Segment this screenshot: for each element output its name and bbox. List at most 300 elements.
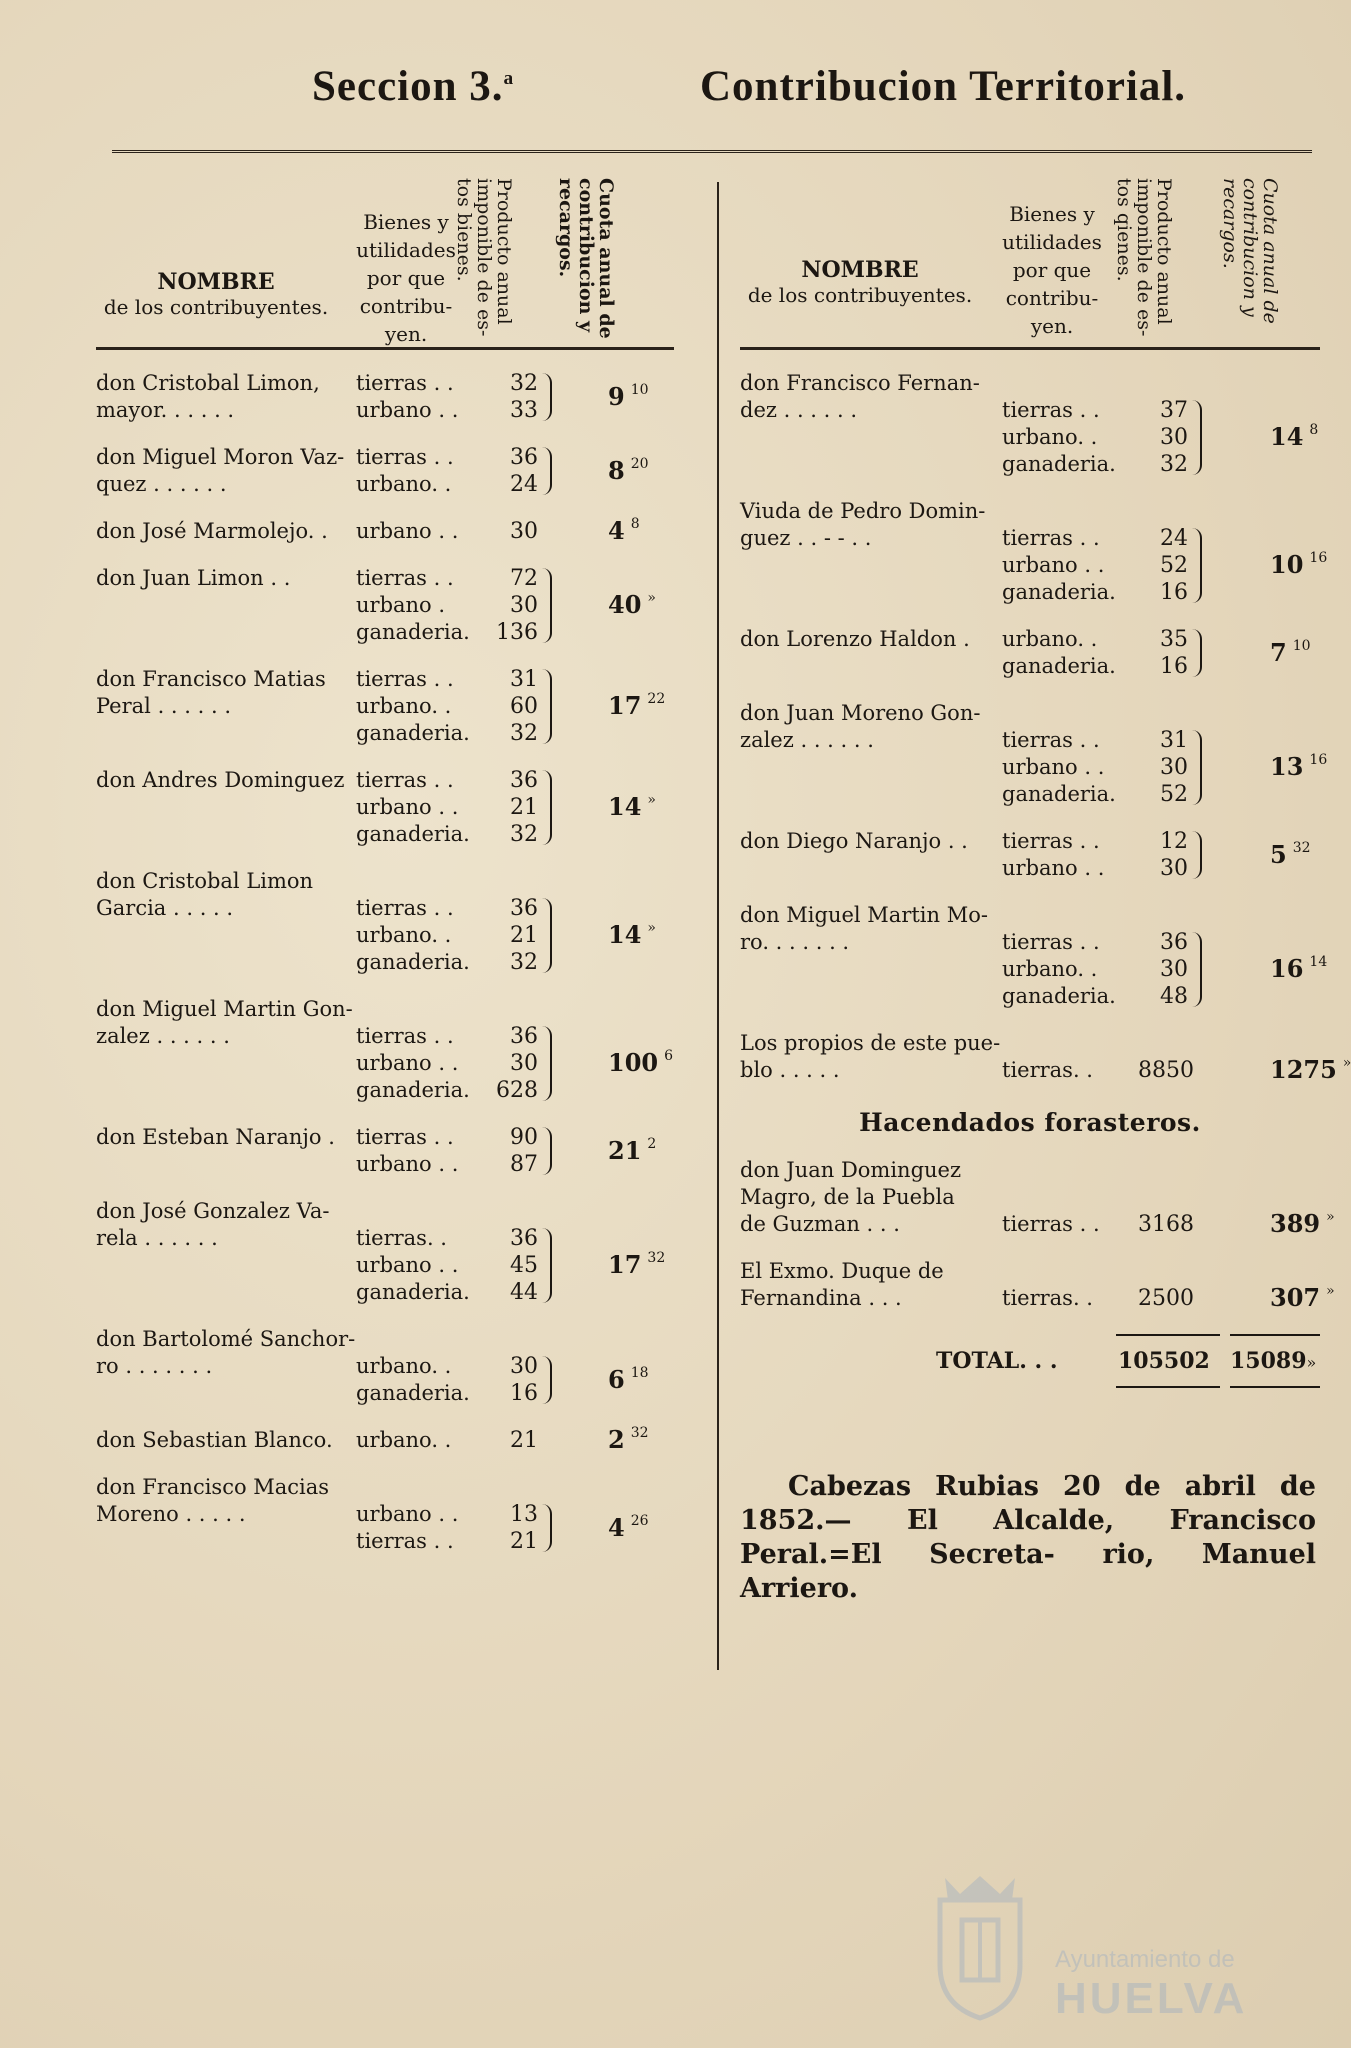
contributor-entry	[96, 518, 674, 545]
producto-value: 87	[510, 1152, 538, 1177]
contributor-name: don Miguel Moron Vaz-	[96, 445, 345, 469]
entry-lines	[740, 700, 1320, 808]
cuota-cents: »	[647, 590, 656, 606]
bien-type: urbano . .	[356, 1502, 459, 1526]
contributor-entry	[740, 370, 1320, 478]
contributor-entry	[740, 1258, 1335, 1312]
entry-lines	[740, 370, 1320, 478]
entry-line	[96, 922, 674, 949]
cuota-cents: 16	[1309, 752, 1328, 768]
brace	[542, 669, 552, 744]
producto-value: 32	[510, 721, 538, 746]
cuota-value	[608, 516, 640, 545]
contributor-entry	[96, 666, 674, 747]
producto-value: 30	[1160, 856, 1188, 881]
producto-value: 12	[1160, 829, 1188, 854]
total-producto: 105502	[1118, 1348, 1210, 1374]
bien-type: urbano . .	[356, 1152, 459, 1176]
entry-lines	[96, 518, 674, 545]
cuota-value	[608, 1425, 649, 1454]
bien-type: urbano . .	[356, 1051, 459, 1075]
bien-type: tierras . .	[356, 667, 454, 691]
cuota-main: 5	[1270, 839, 1287, 869]
entry-line	[96, 1474, 674, 1501]
entry-line	[740, 727, 1320, 754]
entry-line	[740, 1157, 1320, 1184]
producto-value: 30	[510, 1354, 538, 1379]
contributor-name: blo . . . . .	[740, 1058, 840, 1082]
coat-of-arms-icon	[920, 1870, 1040, 2020]
entry-line	[96, 1326, 674, 1353]
column-divider	[717, 182, 719, 1670]
cuota-main: 100	[608, 1048, 659, 1077]
bien-type: tierras . .	[1002, 930, 1100, 954]
entry-line	[740, 579, 1320, 606]
cuota-cents: 16	[1309, 550, 1328, 566]
contributor-name: Garcia . . . . .	[96, 896, 234, 920]
brace	[1192, 831, 1202, 879]
entry-lines	[740, 626, 1320, 680]
cuota-main: 16	[1270, 954, 1304, 983]
bien-type: urbano. .	[356, 923, 452, 947]
cuota-main: 17	[608, 1250, 642, 1279]
cuota-value	[608, 1513, 649, 1542]
bien-type: tierras . .	[356, 371, 454, 395]
cuota-main: 4	[608, 516, 625, 545]
contributor-name: ro. . . . . . .	[740, 930, 850, 954]
entry-line	[740, 1030, 1320, 1057]
contributor-entry	[96, 996, 674, 1104]
bien-type: ganaderia.	[1002, 984, 1116, 1008]
brace	[542, 1228, 552, 1303]
entry-lines	[96, 767, 674, 848]
producto-value: 60	[510, 694, 538, 719]
contributor-name: dez . . . . . .	[740, 398, 858, 422]
brace	[1192, 932, 1202, 1007]
cuota-main: 4	[608, 1512, 625, 1542]
header-producto: Producto anual imponible de es- tos bienes.	[453, 178, 515, 337]
producto-value: 30	[1160, 957, 1188, 982]
cuota-value	[1270, 752, 1327, 781]
brace	[1192, 400, 1202, 475]
cuota-value	[608, 456, 649, 485]
cuota-main: 2	[608, 1425, 625, 1454]
bien-type: urbano . .	[1002, 553, 1105, 577]
contributor-name: zalez . . . . . .	[96, 1024, 230, 1048]
contributor-name: don José Marmolejo. .	[96, 519, 328, 543]
brace	[542, 1356, 552, 1404]
entry-line	[740, 424, 1320, 451]
entry-line	[96, 1225, 674, 1252]
bien-type: tierras . .	[356, 445, 454, 469]
page-title: Contribucion Territorial.	[700, 63, 1187, 110]
contributor-name: don Juan Dominguez	[740, 1158, 962, 1182]
bien-type: tierras . .	[1002, 1212, 1100, 1236]
contributor-entry	[96, 1474, 674, 1555]
bien-type: urbano. .	[1002, 957, 1098, 981]
entry-line	[96, 1023, 674, 1050]
entry-line	[96, 693, 674, 720]
bien-type: urbano . .	[356, 398, 459, 422]
right-entries	[740, 370, 1351, 1084]
entry-line	[96, 949, 674, 976]
cuota-value	[1270, 1209, 1335, 1238]
brace	[1192, 629, 1202, 677]
bien-type: urbano. .	[1002, 425, 1098, 449]
contributor-name: don Francisco Macias	[96, 1475, 330, 1499]
entry-line	[96, 895, 674, 922]
entry-line	[96, 1528, 674, 1555]
entry-line	[740, 781, 1320, 808]
header-name: NOMBRE de los contribuyentes.	[747, 257, 973, 307]
entry-lines	[96, 1427, 674, 1454]
contributor-name: don Miguel Martin Mo-	[740, 903, 988, 927]
bien-type: tierras . .	[356, 1529, 454, 1553]
cuota-value	[608, 382, 649, 411]
cuota-cents: 8	[630, 516, 640, 532]
producto-value: 16	[1160, 580, 1188, 605]
total-rules	[740, 1330, 1320, 1348]
cuota-cents: 10	[1292, 637, 1311, 654]
brace	[542, 1026, 552, 1101]
contributor-entry	[96, 1427, 674, 1454]
entry-lines	[740, 1157, 1320, 1238]
producto-value: 30	[510, 593, 538, 618]
cuota-cents: 26	[630, 1512, 649, 1529]
cuota-value	[1270, 422, 1318, 451]
producto-value: 32	[1160, 452, 1188, 477]
contributor-name: El Exmo. Duque de	[740, 1259, 944, 1283]
producto-value: 30	[510, 1051, 538, 1076]
contributor-name: don Bartolomé Sanchor-	[96, 1327, 356, 1351]
entry-line	[740, 956, 1320, 983]
contributor-entry	[740, 700, 1328, 808]
cuota-value	[1270, 550, 1327, 579]
cuota-cents: 18	[630, 1364, 649, 1381]
producto-value: 37	[1160, 398, 1188, 423]
entry-line	[96, 1124, 674, 1151]
producto-value: 24	[510, 472, 538, 497]
cuota-value	[608, 1250, 665, 1279]
contributor-name: rela . . . . . .	[96, 1226, 218, 1250]
header-producto: Producto anual imponible de es- tos qienes.	[1113, 178, 1175, 337]
header-cuota: Cuota anual de contribucion y recargos.	[1219, 178, 1281, 324]
producto-value: 35	[1160, 627, 1188, 652]
cuota-value	[608, 1365, 649, 1394]
cuota-main: 307	[1270, 1283, 1321, 1312]
header-bienes: Bienes y utilidades por que contribu- yen.	[1002, 202, 1102, 338]
contributor-name: don José Gonzalez Va-	[96, 1199, 330, 1223]
entry-lines	[740, 498, 1320, 606]
contributor-name: Moreno . . . . .	[96, 1502, 246, 1526]
top-rule	[112, 150, 1312, 153]
brace	[542, 1127, 552, 1175]
entry-line	[740, 1057, 1320, 1084]
contributor-entry	[740, 1030, 1351, 1084]
producto-value: 36	[510, 1226, 538, 1251]
forasteros-heading: Hacendados forasteros.	[859, 1108, 1201, 1137]
entry-line	[96, 996, 674, 1023]
total-rules-bottom	[740, 1382, 1320, 1400]
entry-lines	[740, 1258, 1320, 1312]
bien-type: ganaderia.	[1002, 782, 1116, 806]
contributor-name: Magro, de la Puebla	[740, 1185, 955, 1209]
cuota-main: 14	[608, 792, 642, 821]
bien-type: tierras . .	[1002, 398, 1100, 422]
cuota-main: 17	[608, 691, 642, 720]
entry-lines	[740, 902, 1320, 1010]
producto-value: 33	[510, 398, 538, 423]
entry-line	[96, 666, 674, 693]
contributor-entry	[740, 828, 1320, 882]
cuota-cents: 22	[647, 691, 666, 707]
entry-lines	[96, 444, 674, 498]
contributor-entry	[96, 767, 674, 848]
entry-line	[96, 444, 674, 471]
producto-value: 52	[1160, 782, 1188, 807]
entry-line	[740, 700, 1320, 727]
contributor-name: don Miguel Martin Gon-	[96, 997, 353, 1021]
bien-type: tierras. .	[1002, 1058, 1093, 1082]
bien-type: urbano. .	[1002, 627, 1098, 651]
contributor-name: de Guzman . . .	[740, 1212, 900, 1236]
entry-line	[740, 902, 1320, 929]
bien-type: ganaderia.	[1002, 452, 1116, 476]
total-row	[740, 1348, 1320, 1382]
cuota-value	[1270, 954, 1327, 983]
right-column	[740, 178, 1351, 1606]
header-name: NOMBRE de los contribuyentes.	[103, 269, 329, 319]
bien-type: ganaderia.	[1002, 580, 1116, 604]
cuota-main: 21	[608, 1135, 642, 1165]
entry-line	[96, 868, 674, 895]
contributor-name: don Esteban Naranjo .	[96, 1125, 335, 1149]
bien-type: ganaderia.	[356, 721, 470, 745]
producto-value: 36	[1160, 930, 1188, 955]
entry-line	[96, 471, 674, 498]
cuota-cents: »	[1326, 1283, 1335, 1299]
producto-value: 16	[1160, 654, 1188, 679]
watermark	[920, 1870, 1260, 2023]
cuota-value	[608, 1048, 673, 1077]
entry-lines	[96, 1474, 674, 1555]
contributor-name: ro . . . . . . .	[96, 1354, 213, 1378]
cuota-main: 6	[608, 1364, 625, 1394]
cuota-value	[1270, 1283, 1335, 1312]
entry-line	[740, 1184, 1320, 1211]
forasteros-entries	[740, 1157, 1335, 1312]
entry-line	[96, 720, 674, 747]
entry-lines	[96, 565, 674, 646]
entry-lines	[96, 666, 674, 747]
contributor-name: Peral . . . . . .	[96, 694, 231, 718]
cuota-cents: »	[647, 792, 656, 808]
bien-type: ganaderia.	[356, 1078, 470, 1102]
entry-line	[740, 653, 1320, 680]
producto-value: 32	[510, 371, 538, 396]
watermark-line2: HUELVA	[1055, 1974, 1248, 2023]
producto-value: 90	[510, 1125, 538, 1150]
contributor-name: don Andres Dominguez	[96, 768, 345, 792]
entry-lines	[96, 1326, 674, 1407]
brace	[542, 447, 552, 495]
producto-value: 31	[510, 667, 538, 692]
bien-type: urbano. .	[356, 694, 452, 718]
producto-value: 32	[510, 950, 538, 975]
producto-value: 21	[510, 1529, 538, 1554]
cuota-cents: 20	[630, 455, 649, 472]
entry-line	[96, 565, 674, 592]
left-column	[96, 178, 674, 1555]
entry-lines	[96, 370, 674, 424]
entry-line	[96, 1077, 674, 1104]
contributor-name: don Sebastian Blanco.	[96, 1428, 333, 1452]
cuota-value	[608, 1136, 656, 1165]
producto-value: 13	[510, 1502, 538, 1527]
entry-line	[740, 397, 1320, 424]
bien-type: ganaderia.	[356, 822, 470, 846]
producto-value: 8850	[1138, 1058, 1194, 1083]
contributor-name: Los propios de este pue-	[740, 1031, 1001, 1055]
producto-value: 3168	[1138, 1212, 1194, 1237]
watermark-line1: Ayuntamiento de	[1055, 1946, 1235, 1973]
bien-type: tierras. .	[356, 1226, 447, 1250]
entry-line	[740, 552, 1320, 579]
header-bienes: Bienes y utilidades por que contribu- yen.	[356, 210, 456, 346]
brace	[1192, 528, 1202, 603]
cuota-main: 40	[608, 590, 642, 619]
bien-type: tierras . .	[356, 1024, 454, 1048]
cuota-cents: »	[1326, 1209, 1335, 1225]
bien-type: tierras . .	[1002, 829, 1100, 853]
bien-type: urbano .	[356, 593, 446, 617]
producto-value: 30	[1160, 425, 1188, 450]
cuota-value	[608, 920, 656, 949]
contributor-name: don Juan Limon . .	[96, 566, 291, 590]
producto-value: 30	[1160, 755, 1188, 780]
entry-line	[740, 525, 1320, 552]
entry-line	[96, 592, 674, 619]
entry-line	[96, 619, 674, 646]
cuota-cents: 8	[1309, 422, 1319, 438]
producto-value: 628	[496, 1078, 538, 1103]
entry-lines	[96, 868, 674, 976]
producto-value: 16	[510, 1381, 538, 1406]
cuota-main: 14	[608, 920, 642, 949]
brace	[542, 1504, 552, 1552]
header-rule	[740, 347, 1320, 350]
entry-line	[96, 1151, 674, 1178]
bien-type: tierras. .	[1002, 1286, 1093, 1310]
table-header-right	[740, 178, 1320, 350]
brace	[542, 898, 552, 973]
entry-line	[96, 1252, 674, 1279]
cuota-cents: 14	[1309, 954, 1328, 970]
brace	[1192, 730, 1202, 805]
entry-line	[96, 1279, 674, 1306]
entry-line	[740, 1258, 1320, 1285]
cuota-value	[1270, 1055, 1351, 1084]
producto-value: 48	[1160, 984, 1188, 1009]
cuota-main: 9	[608, 381, 625, 411]
bien-type: ganaderia.	[356, 1280, 470, 1304]
bien-type: tierras . .	[356, 566, 454, 590]
entry-lines	[96, 1124, 674, 1178]
entry-line	[740, 929, 1320, 956]
entry-line	[96, 794, 674, 821]
producto-value: 52	[1160, 553, 1188, 578]
entry-line	[740, 855, 1320, 882]
entry-line	[96, 518, 674, 545]
entry-line	[96, 1380, 674, 1407]
bien-type: ganaderia.	[356, 1381, 470, 1405]
entry-line	[96, 1501, 674, 1528]
bien-type: tierras . .	[1002, 728, 1100, 752]
entry-lines	[96, 996, 674, 1104]
entry-lines	[740, 828, 1320, 882]
brace	[542, 568, 552, 643]
entry-line	[740, 370, 1320, 397]
producto-value: 45	[510, 1253, 538, 1278]
cuota-value	[1270, 638, 1311, 667]
producto-value: 24	[1160, 526, 1188, 551]
entry-line	[96, 1050, 674, 1077]
cuota-main: 13	[1270, 752, 1304, 781]
bien-type: urbano. .	[356, 472, 452, 496]
contributor-entry	[740, 498, 1328, 606]
entry-line	[740, 983, 1320, 1010]
entry-line	[740, 626, 1320, 653]
contributor-entry	[96, 370, 674, 424]
cuota-cents: 32	[1292, 839, 1311, 856]
producto-value: 72	[510, 566, 538, 591]
bien-type: ganaderia.	[356, 950, 470, 974]
contributor-name: don Francisco Matias	[96, 667, 326, 691]
cuota-main: 14	[1270, 422, 1304, 451]
bien-type: tierras . .	[356, 768, 454, 792]
producto-value: 2500	[1138, 1286, 1194, 1311]
producto-value: 36	[510, 445, 538, 470]
bien-type: tierras . .	[356, 1125, 454, 1149]
cuota-cents: »	[647, 920, 656, 936]
producto-value: 44	[510, 1280, 538, 1305]
contributor-name: don Cristobal Limon,	[96, 371, 320, 395]
total-cuota: 15089»	[1230, 1348, 1317, 1374]
bien-type: urbano . .	[356, 1253, 459, 1277]
contributor-entry	[740, 902, 1328, 1010]
table-header-left	[96, 178, 674, 350]
producto-value: 136	[496, 620, 538, 645]
contributor-name: don Diego Naranjo . .	[740, 829, 968, 853]
closing-signature: Cabezas Rubias 20 de abril de 1852.— El Alcalde, Francisco Peral.=El Secreta- rio, Manuel Arriero.	[740, 1471, 1316, 1604]
cuota-cents: 10	[630, 381, 649, 398]
entry-line	[96, 821, 674, 848]
producto-value: 21	[510, 923, 538, 948]
cuota-main: 1275	[1270, 1055, 1337, 1084]
producto-value: 30	[510, 519, 538, 544]
cuota-value	[1270, 840, 1311, 869]
cuota-cents: 32	[630, 1425, 649, 1441]
cuota-value	[608, 590, 656, 619]
bien-type: urbano. .	[356, 1428, 452, 1452]
bien-type: ganaderia.	[1002, 654, 1116, 678]
cuota-main: 7	[1270, 637, 1287, 667]
cuota-main: 10	[1270, 550, 1304, 579]
cuota-main: 389	[1270, 1209, 1321, 1238]
bien-type: urbano . .	[356, 519, 459, 543]
brace	[542, 770, 552, 845]
entry-line	[740, 451, 1320, 478]
